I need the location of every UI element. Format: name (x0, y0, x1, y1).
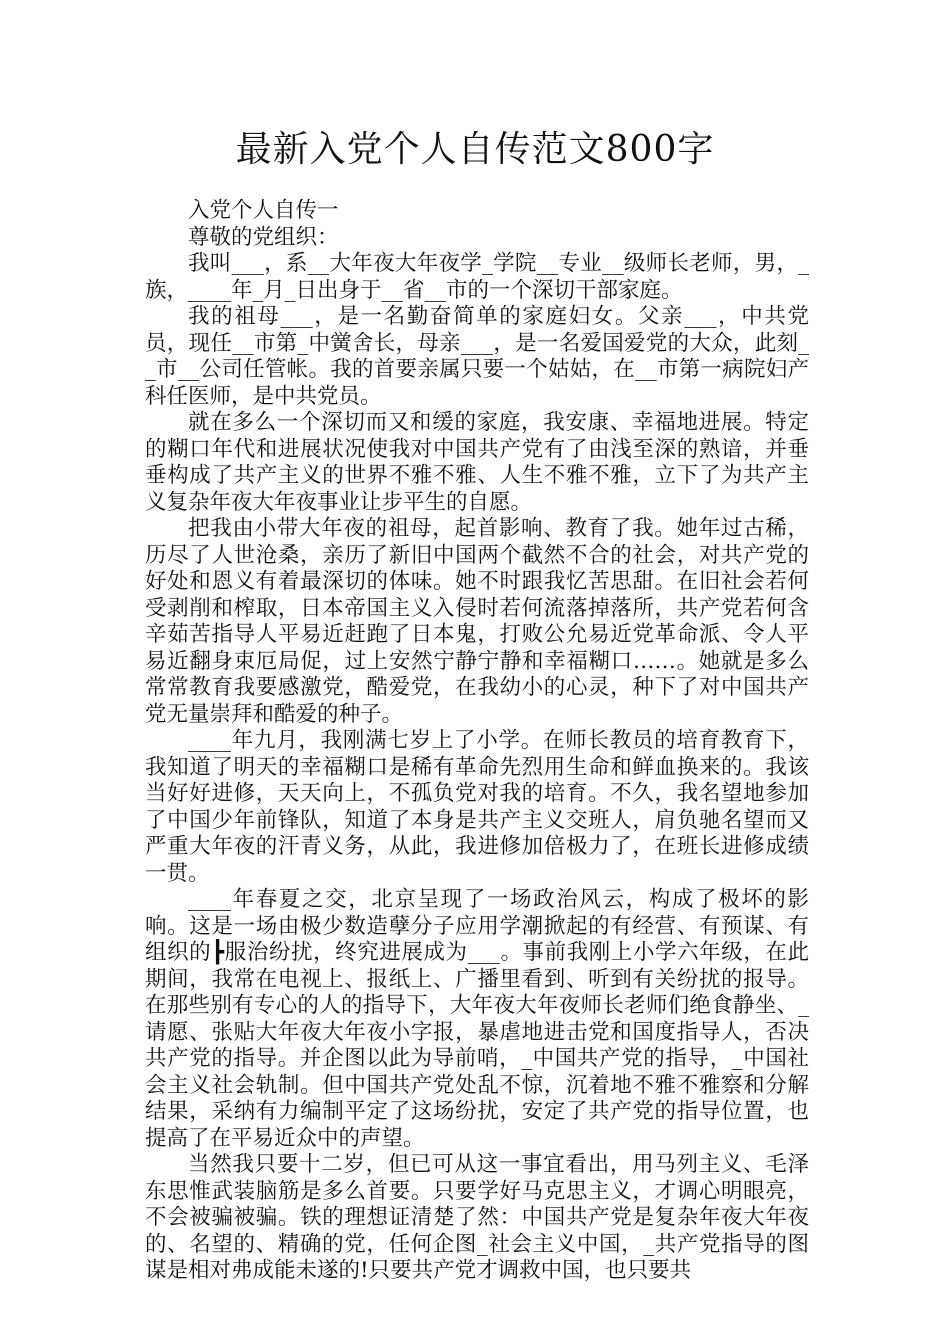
section-heading: 入党个人自传一 (188, 198, 339, 223)
paragraph: ____年春夏之交，北京呈现了一场政治风云，构成了极坏的影响。这是一场由极少数造孽分子应用学潮掀起的有经营、有预谋、有组织的┣服治纷扰，终究进展成为___。事前我刚上小学六年级，在此期间，我常在电视上、报纸上、广播里看到、听到有关纷扰的报导。在那些别有专心的人的指导下，大年夜大年夜师长老师们绝食静坐、_请愿、张贴大年夜大年夜小字报，暴虐地进击党和国度指导人，否决共产党的指导。并企图以此为导前哨，_中国共产党的指导，_中国社会主义社会轨制。但中国共产党处乱不惊，沉着地不雅不雅察和分解结果，采纳有力编制平定了这场纷扰，安定了共产党的指导位置，也提高了在平易近众中的声望。 (145, 887, 809, 1151)
paragraph: 就在多么一个深切而又和缓的家庭，我安康、幸福地进展。特定的糊口年代和进展状况使我对中国共产党有了由浅至深的熟谙，并垂垂构成了共产主义的世界不雅不雅、人生不雅不雅，立下了为共产主义复杂年夜大年夜事业让步平生的自愿。 (145, 410, 809, 515)
paragraph: 把我由小带大年夜的祖母，起首影响、教育了我。她年过古稀，历尽了人世沧桑，亲历了新旧中国两个截然不合的社会，对共产党的好处和恩义有着最深切的体味。她不时跟我忆苦思甜。在旧社会若何受剥削和榨取，日本帝国主义入侵时若何流落掉落所，共产党若何含辛茹苦指导人平易近赶跑了日本鬼，打败公允易近党革命派、令人平易近翻身束厄局促，过上安然宁静宁静和幸福糊口……。她就是多么常常教育我要感激党，酷爱党，在我幼小的心灵，种下了对中国共产党无量崇拜和酷爱的种子。 (145, 516, 809, 727)
paragraph: 我叫___，系__大年夜大年夜学_学院__专业__级师长老师，男，_族，____年_月_日出身于__省__市的一个深切干部家庭。 (145, 251, 809, 303)
document-body (145, 198, 809, 1285)
salutation: 尊敬的党组织： (188, 224, 339, 250)
document-title: 最新入党个人自传范文800字 (235, 129, 715, 170)
paragraph: ____年九月，我刚满七岁上了小学。在师长教员的培育教育下，我知道了明天的幸福糊口是稀有革命先烈用生命和鲜血换来的。我该当好好进修，天天向上，不孤负党对我的培育。不久，我名望地参加了中国少年前锋队，知道了本身是共产主义交班人，肩负驰名望而又严重大年夜的汗青义务，从此，我进修加倍极力了，在班长进修成绩一贯。 (145, 728, 809, 886)
paragraph: 当然我只要十二岁，但已可从这一事宜看出，用马列主义、毛泽东思惟武装脑筋是多么首要。只要学好马克思主义，才调心明眼亮，不会被骗被骗。铁的理想证清楚了然：中国共产党是复杂年夜大年夜的、名望的、精确的党，任何企图_社会主义中国，_共产党指导的图谋是相对弗成能未遂的!只要共产党才调救中国，也只要共 (145, 1152, 809, 1283)
paragraph: 我的祖母___，是一名勤奋简单的家庭妇女。父亲___，中共党员，现任__市第_中黉舍长，母亲___，是一名爱国爱党的大众，此刻__市__公司任管帐。我的首要亲属只要一个姑姑，在__市第一病院妇产科任医师，是中共党员。 (145, 304, 809, 409)
